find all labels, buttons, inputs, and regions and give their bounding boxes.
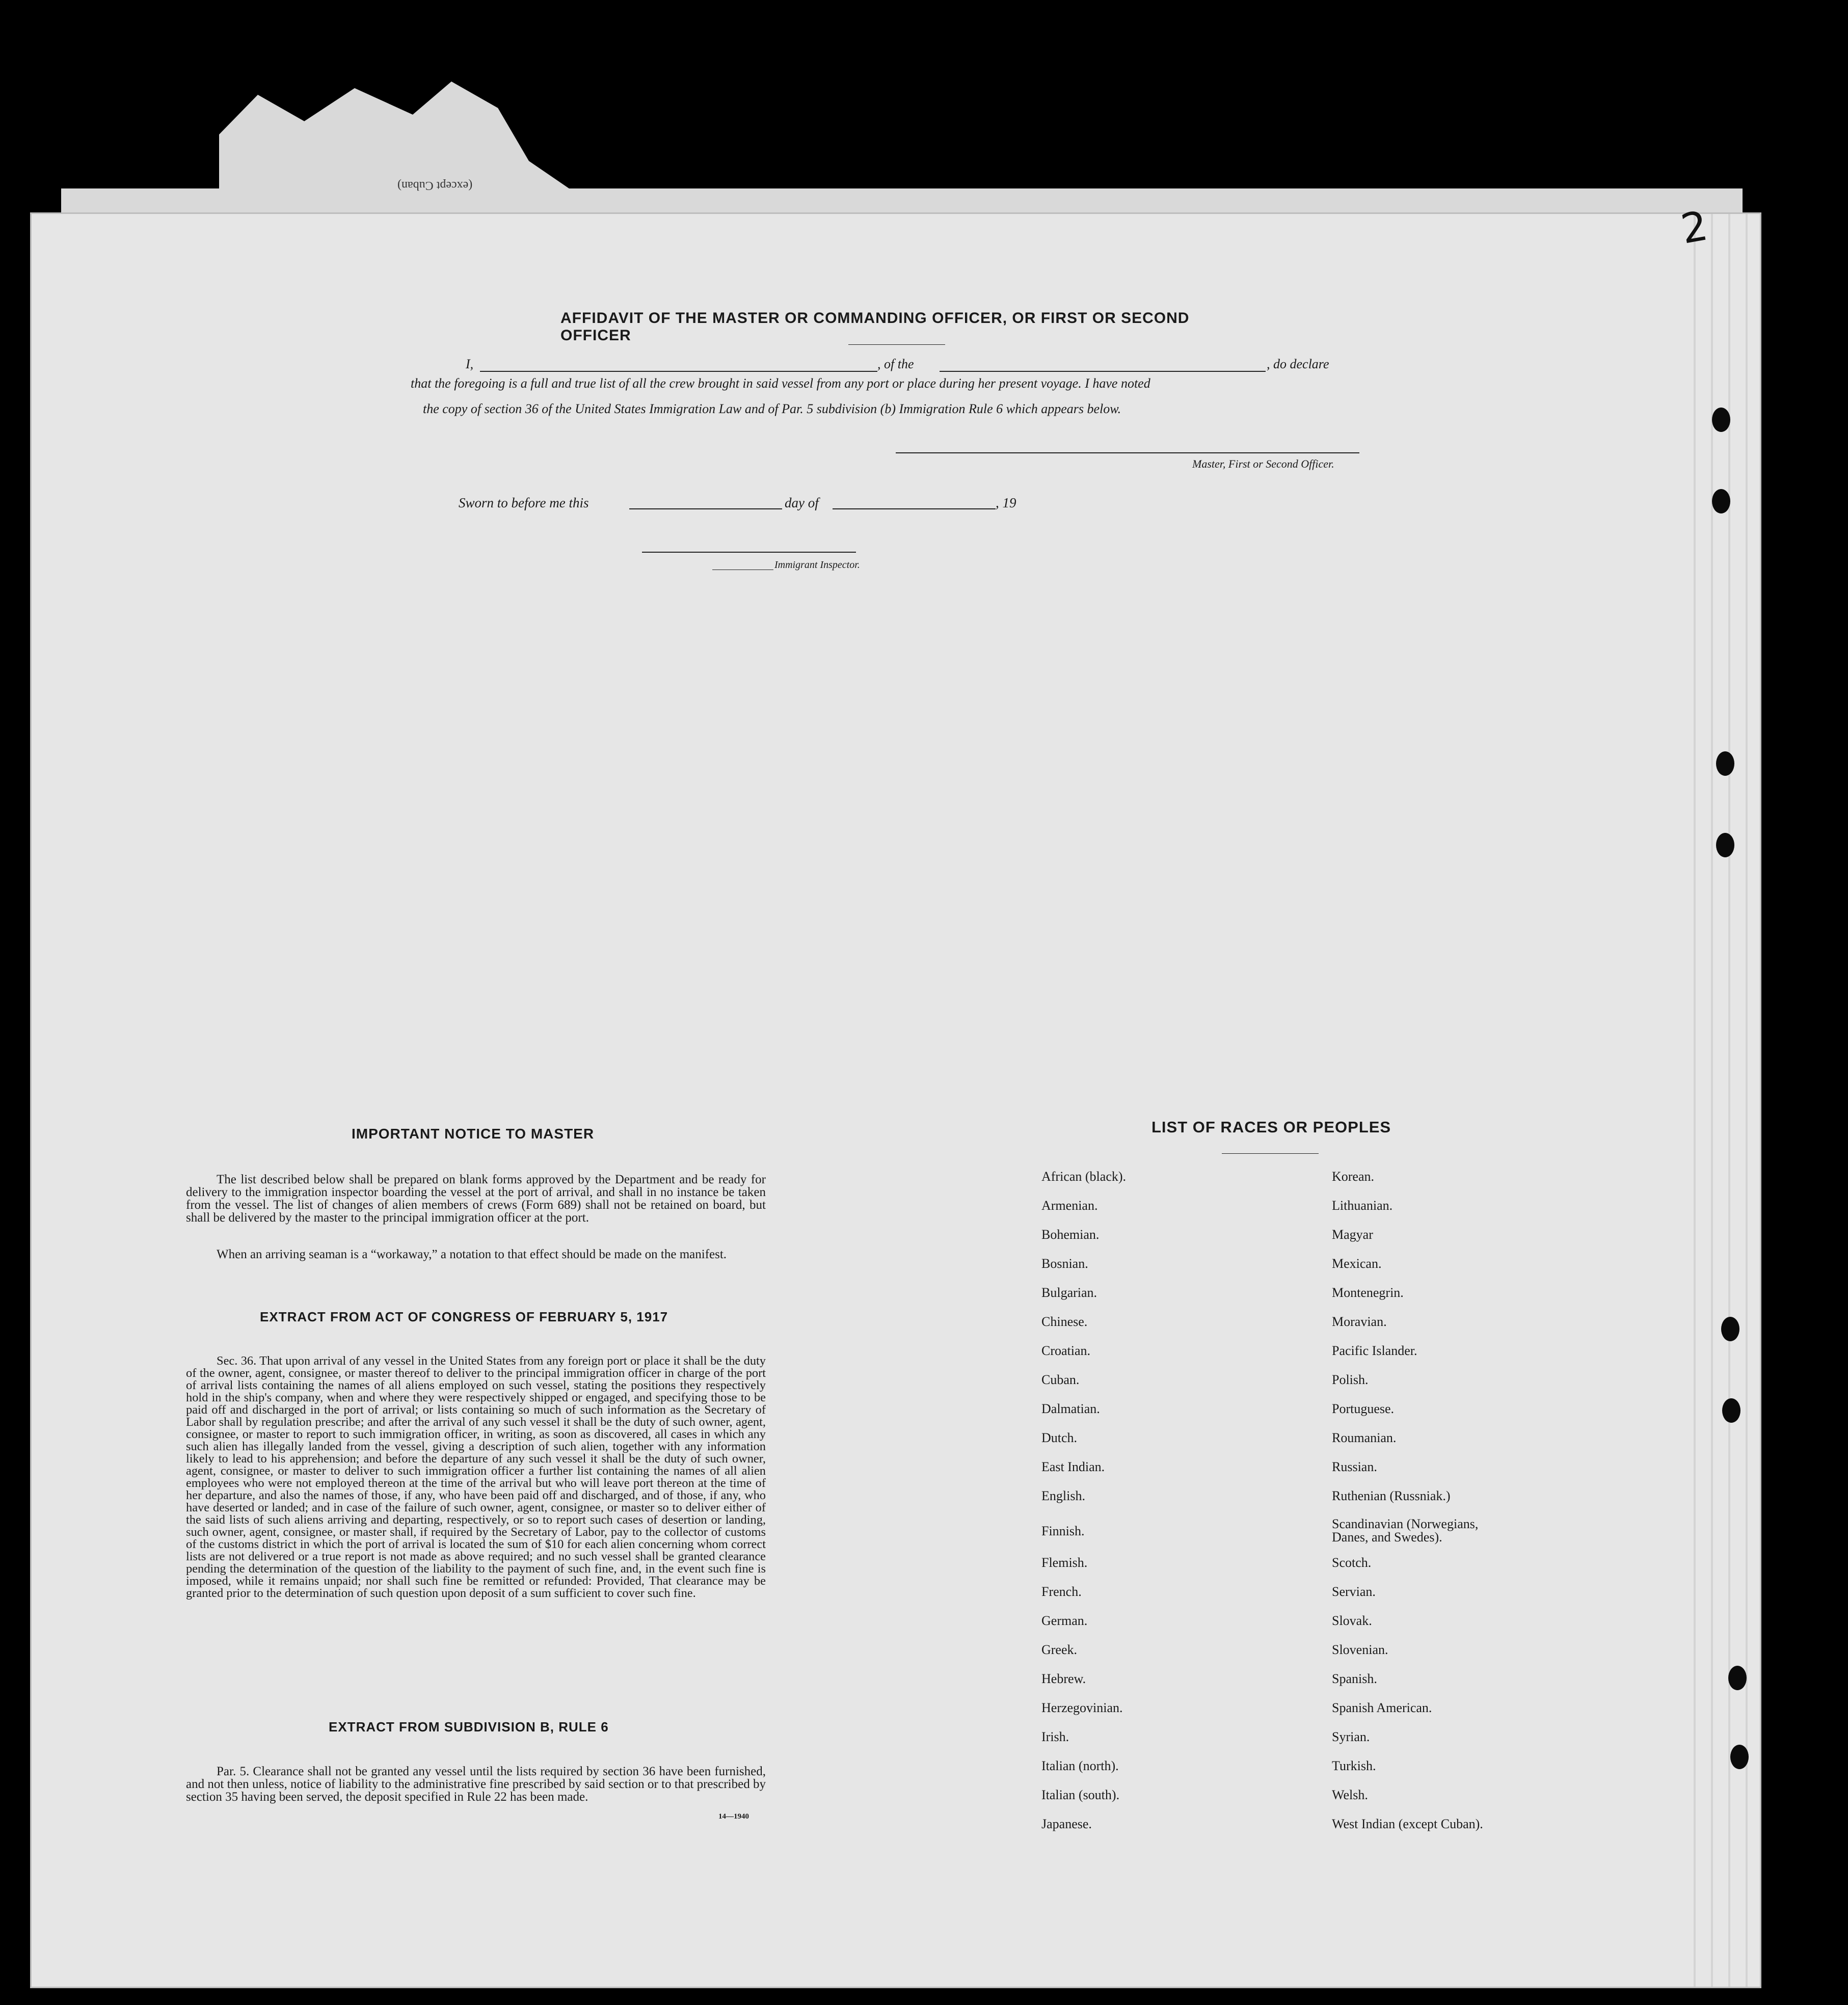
race-item: African (black). [1041, 1169, 1127, 1184]
extract-rule-title: EXTRACT FROM SUBDIVISION B, RULE 6 [329, 1719, 609, 1735]
vessel-name-field[interactable] [940, 371, 1266, 372]
punch-hole [1721, 1317, 1739, 1341]
extract-act-text: Sec. 36. That upon arrival of any vessel in the United States from any foreign port or place it shall be the duty of the owner, agent, consignee, or master thereof to deliver to the principal immigration officer in charge of the port of arrival lists containing the names of all aliens employed on such vessel, stating the positions they respectively hold in the ship's company, when and where they were respectively shipped or engaged, and specifying those to be paid off and discharged in the port of arrival; or lists containing so much of such information as the Secretary of Labor shall by regulation prescribe; and after the arrival of any such vessel it shall be the duty of such owner, agent, consignee, or master to report to such immigration officer, in writing, as soon as discovered, all cases in which any such alien has illegally landed from the vessel, giving a description of such alien, together with any information likely to lead to his apprehension; and before the departure of any such vessel it shall be the duty of such owner, agent, consignee, or master to deliver to such immigration officer a further list containing the names of all alien employees who were not employed thereon at the time of the arrival but who will leave port thereon at the time of her departure, and also the names of those, if any, who have been paid off and discharged, and of those, if any, who have deserted or landed; and in case of the failure of such owner, agent, consignee, or master so to deliver either of the said lists of such aliens arriving and departing, respectively, or so to report such cases of desertion or landing, such owner, agent, consignee, or master shall, if required by the Secretary of Labor, pay to the collector of customs of the customs district in which the port of arrival is located the sum of $10 for each alien concerning whom correct lists are not delivered or a true report is not made as above required; and no such vessel shall be granted clearance pending the determination of the question of the liability to the payment of such fine, and, in the event such fine is imposed, while it remains unpaid; nor shall such fine be remitted or refunded: Provided, That clearance may be granted prior to the determination of such question upon deposit of a sum sufficient to cover such fine. [186, 1354, 766, 1600]
race-item: Flemish. [1041, 1555, 1088, 1570]
race-item: Slovenian. [1332, 1642, 1388, 1657]
race-item: Russian. [1332, 1459, 1377, 1474]
race-item: Turkish. [1332, 1758, 1376, 1773]
extract-act-title: EXTRACT FROM ACT OF CONGRESS OF FEBRUARY 5, 1917 [260, 1309, 668, 1324]
race-item: Hebrew. [1041, 1671, 1086, 1686]
declare-label: , do declare [1267, 357, 1329, 371]
notice-paragraph-1: The list described below shall be prepared on blank forms approved by the Department and be ready for delivery to the immigration inspector boarding the vessel at the port of arrival, and shall in no instance be taken from the vessel. The list of changes of alien members of crews (Form 689) shall not be retained on board, but shall be delivered by the master to the principal immigration officer at the port. [186, 1173, 766, 1225]
race-item: Cuban. [1041, 1372, 1080, 1387]
race-item: Mexican. [1332, 1256, 1382, 1271]
race-item: Spanish American. [1332, 1700, 1432, 1715]
notice-title: IMPORTANT NOTICE TO MASTER [352, 1126, 595, 1142]
race-item: West Indian (except Cuban). [1332, 1817, 1483, 1831]
handwritten-page-number: 2 [1677, 202, 1711, 253]
form-number: 14—1940 [718, 1812, 749, 1821]
punch-hole [1730, 1745, 1749, 1769]
sworn-label: Sworn to before me this [459, 495, 589, 510]
race-item: Bosnian. [1041, 1256, 1088, 1271]
race-item: Herzegovinian. [1041, 1700, 1123, 1715]
race-item: Spanish. [1332, 1671, 1377, 1686]
races-right-column [1332, 1169, 1546, 1846]
affidavit-title: AFFIDAVIT OF THE MASTER OR COMMANDING OFFICER, OR FIRST OR SECOND OFFICER [560, 310, 1190, 344]
race-item: Servian. [1332, 1584, 1376, 1599]
page-edge-stack [1678, 214, 1760, 1987]
affidavit-line-1 [466, 357, 1383, 377]
races-title-underline [1222, 1153, 1319, 1154]
punch-hole [1728, 1666, 1747, 1690]
race-item: Slovak. [1332, 1613, 1372, 1628]
affidavit-line-2: that the foregoing is a full and true list of all the crew brought in said vessel from any port or place during her present voyage. I have noted [411, 376, 1150, 391]
race-item: Bohemian. [1041, 1227, 1100, 1242]
declarant-label: I, [466, 357, 474, 371]
sworn-line [459, 495, 1070, 516]
punch-hole [1716, 833, 1734, 857]
race-item: Scandinavian (Norwegians, Danes, and Swedes). [1332, 1516, 1479, 1545]
race-item: Greek. [1041, 1642, 1078, 1657]
race-item: Bulgarian. [1041, 1285, 1097, 1300]
vessel-label: , of the [877, 357, 914, 371]
race-item: Welsh. [1332, 1787, 1368, 1802]
master-signature-label: Master, First or Second Officer. [1192, 457, 1334, 470]
extract-rule-text: Par. 5. Clearance shall not be granted any vessel until the lists required by section 36 have been furnished, and not then unless, notice of liability to the administrative fine prescribed by said section or to that prescribed by section 35 having been served, the deposit specified in Rule 22 has been made. [186, 1765, 766, 1804]
back-sheet-text: (except Cuban) [397, 179, 473, 192]
race-item: Montenegrin. [1332, 1285, 1404, 1300]
race-item: Roumanian. [1332, 1430, 1397, 1445]
race-item: Korean. [1332, 1169, 1375, 1184]
race-item: Finnish. [1041, 1524, 1085, 1538]
race-item: German. [1041, 1613, 1088, 1628]
race-item: Ruthenian (Russniak.) [1332, 1488, 1451, 1503]
race-item: Chinese. [1041, 1314, 1088, 1329]
race-item: Lithuanian. [1332, 1198, 1393, 1213]
punch-hole [1712, 408, 1730, 432]
race-item: Armenian. [1041, 1198, 1098, 1213]
race-item: French. [1041, 1584, 1082, 1599]
punch-hole [1712, 489, 1730, 513]
race-item: Italian (south). [1041, 1787, 1120, 1802]
sworn-day-field[interactable] [629, 508, 782, 509]
race-item: Moravian. [1332, 1314, 1387, 1329]
race-item: Portuguese. [1332, 1401, 1395, 1416]
race-item: Magyar [1332, 1227, 1373, 1242]
affidavit-line-3: the copy of section 36 of the United States Immigration Law and of Par. 5 subdivision (b) Immigration Rule 6 which appears below. [423, 401, 1121, 416]
races-left-column [1041, 1169, 1306, 1846]
punch-hole [1722, 1398, 1740, 1423]
inspector-label: Immigrant Inspector. [774, 559, 860, 571]
races-title: LIST OF RACES OR PEOPLES [1151, 1118, 1391, 1136]
race-item: Japanese. [1041, 1817, 1092, 1831]
race-item: English. [1041, 1488, 1085, 1503]
race-item: Polish. [1332, 1372, 1369, 1387]
day-of-label: day of [785, 495, 819, 510]
year-label: , 19 [996, 495, 1016, 510]
race-item: East Indian. [1041, 1459, 1105, 1474]
inspector-signature-line[interactable] [642, 552, 856, 553]
race-item: Pacific Islander. [1332, 1343, 1417, 1358]
race-item: Croatian. [1041, 1343, 1091, 1358]
punch-hole [1716, 751, 1734, 776]
race-item: Scotch. [1332, 1555, 1372, 1570]
title-underline [848, 344, 945, 345]
master-signature-line[interactable] [896, 452, 1359, 453]
sworn-month-field[interactable] [833, 508, 996, 509]
race-item: Irish. [1041, 1729, 1069, 1744]
race-item: Syrian. [1332, 1729, 1370, 1744]
notice-paragraph-2: When an arriving seaman is a “workaway,” a notation to that effect should be made on the manifest. [217, 1248, 727, 1261]
race-item: Italian (north). [1041, 1758, 1119, 1773]
declarant-name-field[interactable] [480, 371, 877, 372]
race-item: Dalmatian. [1041, 1401, 1100, 1416]
race-item: Dutch. [1041, 1430, 1078, 1445]
